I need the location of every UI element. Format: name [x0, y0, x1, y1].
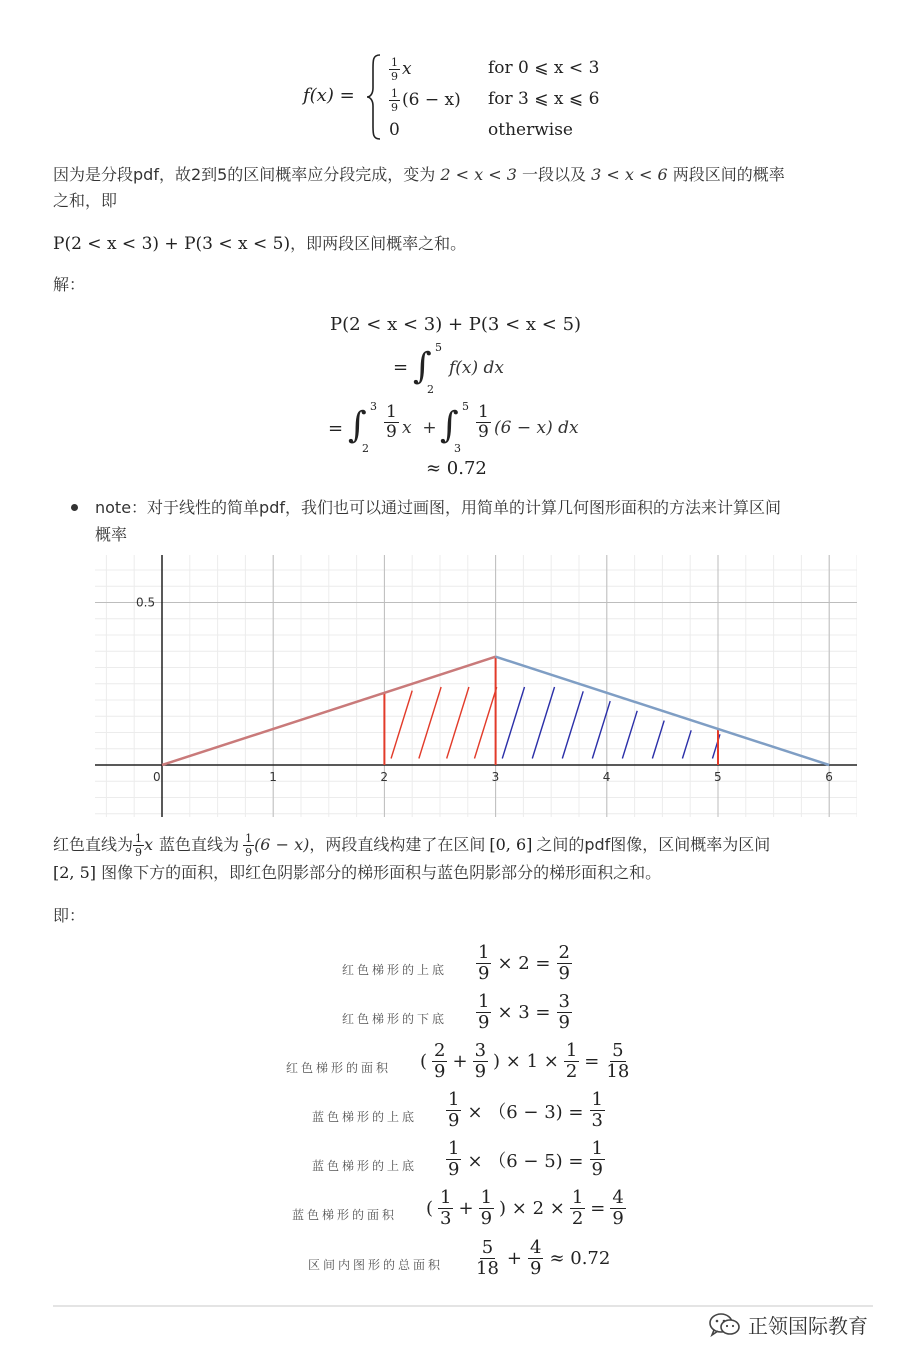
case-1-expr: x [402, 59, 412, 79]
watermark-text: 正领国际教育 [748, 1314, 868, 1338]
calc-expr-5: $\frac{1}{9}$ × （6 − 5) = $\frac{1}{9}$ [448, 1138, 603, 1180]
description-line-2 [53, 860, 661, 886]
desc-fraction-1: $\frac{1}{9}$ [135, 831, 143, 859]
desc-math-2: (6 − x) [254, 835, 310, 854]
solution-line-1: P(2 < x < 3) + P(3 < x < 5) [330, 314, 582, 335]
desc-text-e: 图像下方的面积，即红色阴影部分的梯形面积与蓝色阴影部分的梯形面积之和。 [101, 863, 662, 882]
integral-1-lower: 2 [427, 383, 434, 396]
integral-1-upper: 5 [435, 341, 442, 354]
calc-label-2: 红色梯形的下底 [342, 1012, 448, 1026]
equals-sign-2: = [328, 418, 344, 439]
x-tick-label: 2 [380, 770, 389, 784]
para2-text: ，即两段区间概率之和。 [290, 234, 467, 253]
solve-label: 解： [53, 275, 86, 294]
para1-math-2: 3 < x < 6 [591, 165, 668, 184]
pdf-chart [95, 555, 857, 817]
note-text-line-2: 概率 [95, 525, 128, 544]
calc-expr-3: ( $\frac{2}{9}$ + $\frac{3}{9}$ ) × 1 × $\frac{1}{2}$ = $\frac{5}{18}$ [420, 1040, 630, 1082]
para1-text-b: 一段以及 [522, 165, 587, 184]
desc-text-d: 之间的pdf图像，区间概率为区间 [536, 835, 771, 854]
case-2-cond: for 3 ⩽ x ⩽ 6 [488, 89, 600, 109]
calc-label-1: 红色梯形的上底 [342, 963, 448, 977]
x-tick-label: 4 [602, 770, 611, 784]
integral-3-lower: 3 [454, 442, 461, 455]
integral-2-upper: 3 [370, 400, 377, 413]
calc-label-4: 蓝色梯形的上底 [312, 1110, 418, 1124]
bottom-divider [53, 1305, 873, 1307]
paragraph-1 [53, 162, 873, 188]
description-line-1 [53, 832, 770, 858]
case-1 [389, 56, 412, 82]
desc-fraction-2: $\frac{1}{9}$ [245, 831, 253, 859]
desc-text-b: 蓝色直线为 [159, 835, 240, 854]
case-3-cond: otherwise [488, 120, 573, 140]
x-tick-label: 5 [714, 770, 722, 784]
para2-math: P(2 < x < 3) + P(3 < x < 5) [53, 234, 291, 254]
paragraph-1-line-2: 之和，即 [53, 191, 118, 210]
x-tick-label: 3 [491, 770, 500, 784]
pdf-definition [303, 52, 623, 144]
chart-background [95, 555, 857, 817]
integral-2-lower: 2 [362, 442, 369, 455]
calc-expr-1: $\frac{1}{9}$ × 2 = $\frac{2}{9}$ [478, 942, 570, 984]
wechat-icon [708, 1312, 742, 1338]
bullet-icon [71, 504, 78, 511]
integral-1-body: f(x) dx [449, 358, 505, 378]
x-tick-label: 1 [269, 770, 277, 784]
case-2-fraction: $\frac{1}{9}$ [391, 86, 398, 114]
y-tick-label: 0.5 [136, 595, 156, 610]
case-2-expr: (6 − x) [402, 90, 461, 110]
integral-icon: ∫ [413, 346, 432, 387]
desc-text-a: 红色直线为 [53, 835, 134, 854]
case-3-expr: 0 [389, 120, 400, 140]
note-text: note：对于线性的简单pdf，我们也可以通过画图，用简单的计算几何图形面积的方法来计算区间 [95, 498, 781, 517]
calc-expr-7: $\frac{5}{18}$ + $\frac{4}{9}$ ≈ 0.72 [476, 1237, 611, 1279]
para1-math-1: 2 < x < 3 [440, 165, 517, 184]
desc-math-1: x [144, 835, 154, 854]
calc-expr-6: ( $\frac{1}{3}$ + $\frac{1}{9}$ ) × 2 × $\frac{1}{2}$ = $\frac{4}{9}$ [426, 1187, 624, 1229]
calc-label-7: 区间内图形的总面积 [308, 1258, 444, 1272]
desc-math-4: [2, 5] [53, 863, 97, 882]
calc-block [280, 940, 660, 1285]
pdf-lhs: f(x) = [303, 85, 355, 106]
case-1-cond: for 0 ⩽ x < 3 [488, 58, 600, 78]
calc-label-6: 蓝色梯形的面积 [292, 1208, 398, 1222]
calc-expr-4: $\frac{1}{9}$ × （6 − 3) = $\frac{1}{3}$ [448, 1089, 603, 1131]
desc-text-c: ，两段直线构建了在区间 [309, 835, 486, 854]
x-tick-label: 6 [825, 770, 833, 784]
solution-line-4: ≈ 0.72 [426, 458, 487, 479]
left-brace-icon [366, 54, 382, 140]
para1-text-c: 两段区间的概率 [672, 165, 785, 184]
integral-icon-2: ∫ [348, 405, 367, 446]
desc-math-3: [0, 6] [489, 835, 533, 854]
integral-3-upper: 5 [462, 400, 469, 413]
integral-3-body: (6 − x) dx [494, 418, 579, 438]
solution-line-3 [328, 402, 598, 458]
calc-label-5: 蓝色梯形的上底 [312, 1159, 418, 1173]
calc-expr-2: $\frac{1}{9}$ × 3 = $\frac{3}{9}$ [478, 991, 570, 1033]
case-2 [389, 87, 461, 113]
watermark [708, 1310, 868, 1339]
ji-label: 即： [53, 906, 86, 925]
integral-icon-3: ∫ [440, 405, 459, 446]
integral-3-fraction: $\frac{1}{9}$ [478, 402, 489, 442]
para1-text-a: 因为是分段pdf，故2到5的区间概率应分段完成，变为 [53, 165, 436, 184]
calc-label-3: 红色梯形的面积 [286, 1061, 392, 1075]
paragraph-2 [53, 231, 466, 257]
integral-2-fraction: $\frac{1}{9}$ [386, 402, 397, 442]
x-tick-label: 0 [153, 770, 161, 784]
equals-sign: = [393, 357, 409, 378]
case-1-fraction: $\frac{1}{9}$ [391, 55, 398, 83]
integral-2-body: x + [402, 418, 437, 438]
